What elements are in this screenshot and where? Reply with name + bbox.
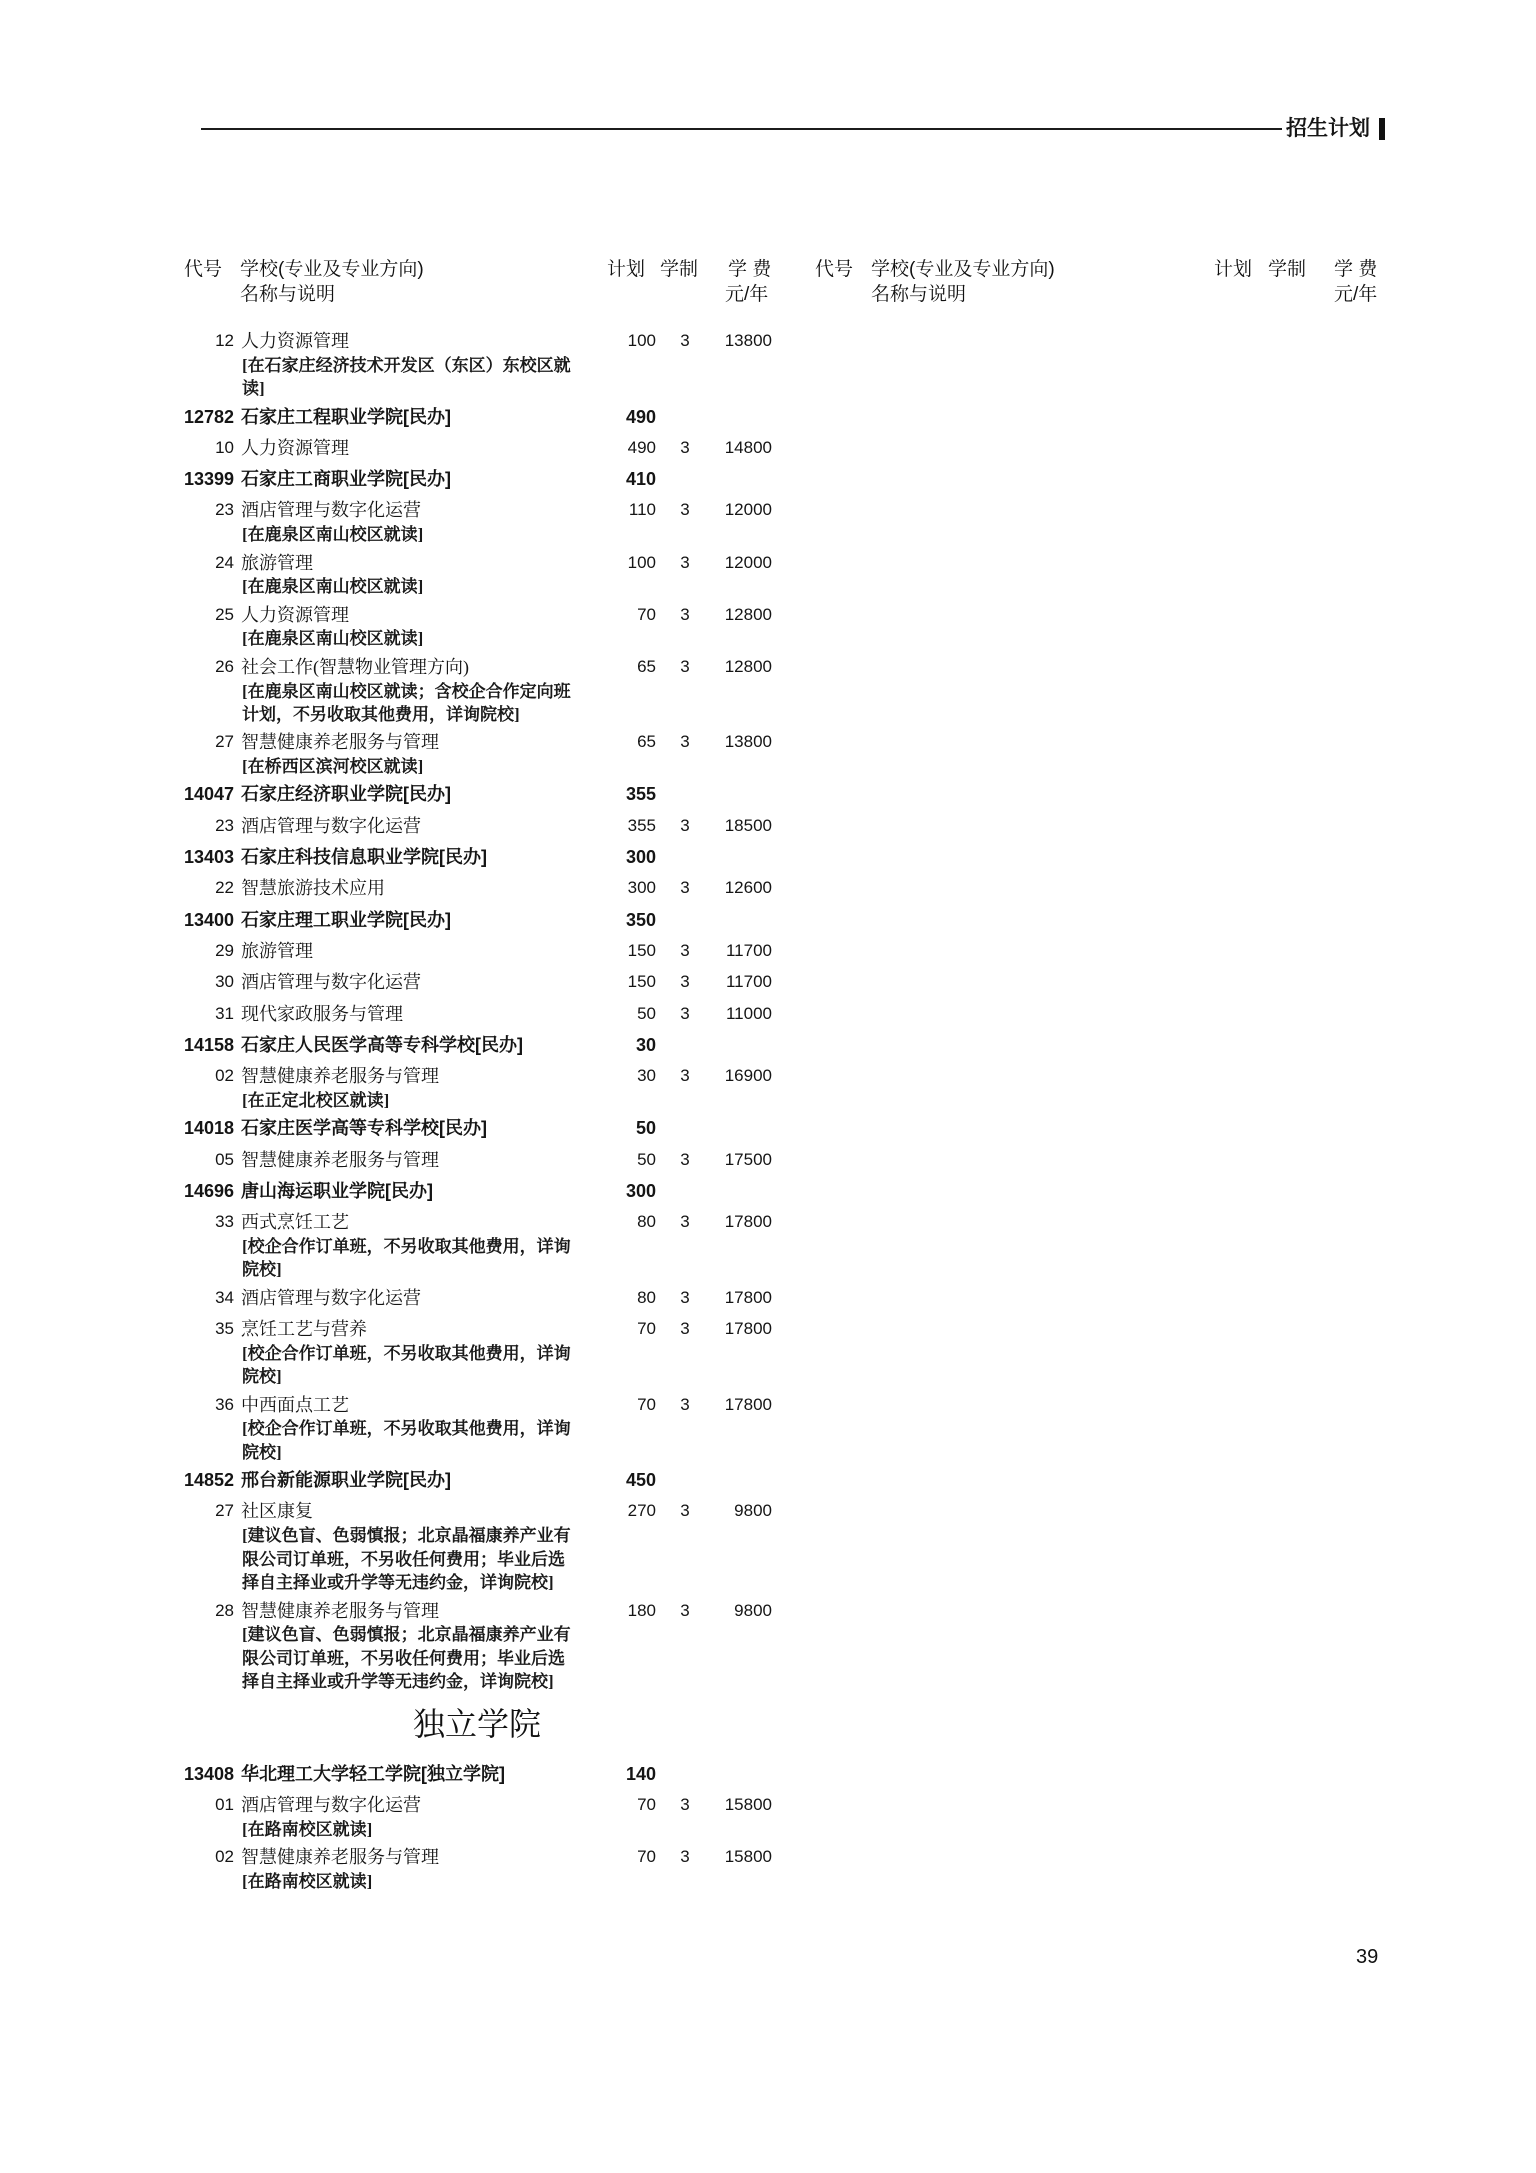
major-years: 3: [680, 1501, 690, 1521]
major-code: 31: [215, 1003, 234, 1023]
column-header-code: 代号: [184, 259, 223, 280]
major-note-line: [0, 1091, 954, 1111]
column-header-years: 学制: [1268, 259, 1307, 280]
major-row: [0, 1066, 954, 1086]
major-name: 智慧健康养老服务与管理: [241, 1847, 439, 1868]
major-code: 23: [215, 500, 234, 520]
major-note-line: [0, 379, 954, 399]
school-name: 石家庄工商职业学院[民办]: [241, 469, 451, 490]
major-note-text: 限公司订单班，不另收任何费用；毕业后选: [242, 1549, 565, 1569]
school-name: 唐山海运职业学院[民办]: [241, 1180, 433, 1201]
major-name: 旅游管理: [241, 940, 313, 961]
major-row: [0, 1501, 954, 1521]
school-name: 华北理工大学轻工学院[独立学院]: [241, 1763, 505, 1784]
major-plan: 100: [627, 552, 656, 572]
major-years: 3: [680, 732, 690, 752]
major-name: 酒店管理与数字化运营: [241, 1795, 421, 1816]
major-name: 智慧旅游技术应用: [241, 878, 385, 899]
major-note-text: 择自主择业或升学等无违约金，详询院校]: [242, 1672, 554, 1692]
major-code: 02: [215, 1066, 234, 1086]
school-code: 14852: [183, 1470, 234, 1491]
school-plan-total: 410: [625, 469, 656, 490]
major-note-text: 择自主择业或升学等无违约金，详询院校]: [242, 1573, 554, 1593]
major-code: 05: [215, 1149, 234, 1169]
major-fee: 17800: [724, 1319, 772, 1338]
column-header-name: 学校(专业及专业方向): [240, 259, 424, 280]
major-row: [0, 331, 954, 351]
school-code: 13399: [183, 469, 234, 490]
major-note-line: [0, 525, 954, 545]
major-code: 36: [215, 1394, 234, 1414]
category-heading: 独立学院: [412, 1705, 541, 1742]
major-note-line: [0, 1260, 954, 1280]
major-note-line: [0, 757, 954, 777]
major-years: 3: [680, 1287, 690, 1307]
major-fee: 13800: [724, 732, 772, 752]
major-plan: 65: [637, 732, 656, 752]
major-plan: 355: [627, 815, 656, 835]
major-row: [0, 553, 954, 573]
column-header-name: 学校(专业及专业方向): [871, 259, 1055, 280]
major-note-line: [0, 682, 954, 702]
school-plan-total: 355: [625, 784, 656, 805]
school-code: 14047: [183, 784, 234, 805]
major-fee: 12800: [724, 604, 772, 624]
school-name: 石家庄理工职业学院[民办]: [241, 909, 451, 930]
school-code: 14696: [183, 1180, 234, 1201]
major-fee: 12000: [724, 552, 772, 572]
major-note-text: [建议色盲、色弱慎报；北京晶福康养产业有: [242, 1526, 571, 1546]
major-plan: 70: [637, 1847, 656, 1867]
major-code: 35: [215, 1319, 234, 1338]
major-note-text: [在鹿泉区南山校区就读；含校企合作定向班: [242, 681, 571, 701]
major-note-text: 院校]: [242, 1367, 282, 1387]
column-header-code: 代号: [815, 259, 854, 280]
column-header-fee: 学 费: [728, 259, 772, 280]
major-plan: 70: [637, 604, 656, 624]
school-plan-total: 350: [625, 909, 656, 930]
major-name: 智慧健康养老服务与管理: [241, 1600, 439, 1621]
major-plan: 70: [637, 1795, 656, 1815]
major-row: [0, 1795, 954, 1815]
section-title-bar: [1379, 118, 1385, 140]
major-years: 3: [680, 972, 690, 992]
school-plan-total: 300: [625, 847, 656, 868]
major-name: 智慧健康养老服务与管理: [241, 732, 439, 753]
school-row: [0, 784, 954, 804]
major-row: [0, 1395, 954, 1415]
major-row: [0, 972, 954, 992]
major-code: 26: [215, 656, 234, 676]
column-header-fee-unit: 元/年: [725, 284, 769, 305]
major-years: 3: [680, 1847, 690, 1867]
major-note-line: [0, 1649, 954, 1669]
major-code: 30: [215, 972, 234, 992]
major-name: 西式烹饪工艺: [241, 1212, 349, 1233]
major-row: [0, 1004, 954, 1024]
major-row: [0, 941, 954, 961]
major-note-line: [0, 1672, 954, 1692]
major-note-text: 读]: [242, 379, 265, 399]
major-plan: 65: [637, 656, 656, 676]
major-fee: 18500: [724, 815, 772, 835]
column-header-years: 学制: [660, 259, 699, 280]
major-fee: 17800: [724, 1287, 772, 1307]
school-name: 石家庄医学高等专科学校[民办]: [241, 1118, 487, 1139]
major-plan: 150: [627, 940, 656, 960]
major-row: [0, 878, 954, 898]
major-row: [0, 816, 954, 836]
major-name: 酒店管理与数字化运营: [241, 815, 421, 836]
major-row: [0, 605, 954, 625]
major-years: 3: [680, 500, 690, 520]
major-code: 24: [215, 552, 234, 572]
major-row: [0, 1847, 954, 1867]
major-plan: 50: [637, 1003, 656, 1023]
major-years: 3: [680, 1394, 690, 1414]
school-code: 13403: [183, 847, 234, 868]
major-plan: 270: [627, 1501, 656, 1521]
major-years: 3: [680, 437, 690, 457]
major-years: 3: [680, 1066, 690, 1086]
major-code: 25: [215, 604, 234, 624]
major-code: 01: [215, 1795, 234, 1815]
major-note-text: [在鹿泉区南山校区就读]: [242, 525, 424, 545]
school-name: 邢台新能源职业学院[民办]: [241, 1470, 451, 1491]
school-plan-total: 140: [625, 1763, 656, 1784]
major-note-line: [0, 705, 954, 725]
major-fee: 15800: [724, 1795, 772, 1815]
major-row: [0, 1212, 954, 1232]
major-name: 社会工作(智慧物业管理方向): [241, 656, 469, 677]
school-row: [0, 469, 954, 489]
major-name: 现代家政服务与管理: [241, 1003, 403, 1024]
major-plan: 70: [637, 1394, 656, 1414]
header-rule: [201, 128, 1282, 130]
major-fee: 11700: [725, 972, 772, 992]
major-fee: 16900: [724, 1066, 772, 1086]
major-row: [0, 732, 954, 752]
major-note-line: [0, 1419, 954, 1439]
school-code: 13408: [183, 1763, 234, 1784]
school-code: 13400: [183, 909, 234, 930]
major-fee: 17800: [724, 1212, 772, 1232]
school-name: 石家庄人民医学高等专科学校[民办]: [241, 1034, 523, 1055]
major-years: 3: [680, 656, 690, 676]
school-row: [0, 1035, 954, 1055]
major-name: 智慧健康养老服务与管理: [241, 1149, 439, 1170]
major-years: 3: [680, 604, 690, 624]
major-row: [0, 657, 954, 677]
major-note-text: [在桥西区滨河校区就读]: [242, 757, 424, 777]
major-note-line: [0, 1820, 954, 1840]
enrollment-listing: [0, 331, 954, 1892]
major-fee: 9800: [734, 1501, 772, 1521]
major-note-text: [在石家庄经济技术开发区（东区）东校区就: [242, 355, 571, 375]
school-name: 石家庄科技信息职业学院[民办]: [241, 847, 487, 868]
major-name: 人力资源管理: [241, 331, 349, 351]
major-note-line: [0, 1344, 954, 1364]
major-years: 3: [680, 1149, 690, 1169]
column-header-plan: 计划: [607, 259, 646, 280]
major-note-line: [0, 1872, 954, 1892]
major-years: 3: [680, 1003, 690, 1023]
column-header-name-sub: 名称与说明: [240, 284, 336, 305]
major-note-text: [建议色盲、色弱慎报；北京晶福康养产业有: [242, 1625, 571, 1645]
major-code: 02: [215, 1847, 234, 1867]
section-title: 招生计划: [1286, 117, 1370, 140]
major-years: 3: [680, 1600, 690, 1620]
school-row: [0, 1181, 954, 1201]
major-code: 28: [215, 1600, 234, 1620]
major-row: [0, 1150, 954, 1170]
school-row: [0, 847, 954, 867]
major-fee: 15800: [724, 1847, 772, 1867]
major-note-text: [校企合作订单班，不另收取其他费用，详询: [242, 1236, 571, 1256]
major-note-line: [0, 1625, 954, 1645]
major-note-line: [0, 1237, 954, 1257]
school-name: 石家庄工程职业学院[民办]: [241, 406, 451, 427]
major-fee: 13800: [724, 331, 772, 350]
major-code: 27: [215, 732, 234, 752]
major-fee: 12600: [724, 878, 772, 898]
major-plan: 80: [637, 1287, 656, 1307]
major-fee: 14800: [724, 437, 772, 457]
major-name: 酒店管理与数字化运营: [241, 1287, 421, 1308]
major-plan: 70: [637, 1319, 656, 1338]
column-header-plan: 计划: [1214, 259, 1253, 280]
major-code: 33: [215, 1212, 234, 1232]
major-code: 10: [215, 437, 234, 457]
major-plan: 110: [628, 500, 656, 520]
school-code: 12782: [183, 406, 234, 427]
major-plan: 80: [637, 1212, 656, 1232]
major-years: 3: [680, 940, 690, 960]
major-fee: 9800: [734, 1600, 772, 1620]
major-plan: 300: [627, 878, 656, 898]
column-header-fee: 学 费: [1334, 259, 1378, 280]
school-row: [0, 1470, 954, 1490]
major-note-text: 限公司订单班，不另收任何费用；毕业后选: [242, 1648, 565, 1668]
major-fee: 17500: [724, 1149, 772, 1169]
major-plan: 490: [627, 437, 656, 457]
major-note-text: 院校]: [242, 1260, 282, 1280]
major-note-line: [0, 1443, 954, 1463]
major-note-text: [在路南校区就读]: [242, 1872, 373, 1892]
major-code: 27: [215, 1501, 234, 1521]
major-name: 酒店管理与数字化运营: [241, 500, 421, 521]
school-row: [0, 1118, 954, 1138]
major-note-text: 院校]: [242, 1442, 282, 1462]
major-name: 旅游管理: [241, 552, 313, 573]
school-row: [0, 407, 954, 427]
school-row: [0, 910, 954, 930]
major-note-text: [在正定北校区就读]: [242, 1090, 390, 1110]
major-name: 酒店管理与数字化运营: [241, 972, 421, 993]
major-plan: 180: [627, 1600, 656, 1620]
school-plan-total: 300: [625, 1180, 656, 1201]
major-fee: 12000: [724, 500, 772, 520]
major-name: 人力资源管理: [241, 437, 349, 458]
school-row: [0, 1764, 954, 1784]
major-note-text: [校企合作订单班，不另收取其他费用，详询: [242, 1343, 571, 1363]
major-name: 社区康复: [241, 1501, 313, 1522]
major-note-text: [在鹿泉区南山校区就读]: [242, 629, 424, 649]
major-years: 3: [680, 331, 690, 350]
page-number: 39: [1356, 1946, 1379, 1968]
school-plan-total: 450: [625, 1470, 656, 1491]
major-name: 智慧健康养老服务与管理: [241, 1066, 439, 1087]
major-code: 34: [215, 1287, 234, 1307]
school-plan-total: 490: [625, 406, 656, 427]
major-fee: 12800: [724, 656, 772, 676]
major-name: 人力资源管理: [241, 604, 349, 625]
major-fee: 11700: [725, 940, 772, 960]
major-years: 3: [680, 1795, 690, 1815]
major-note-text: 计划，不另收取其他费用，详询院校]: [242, 705, 520, 725]
major-plan: 50: [637, 1149, 656, 1169]
major-note-line: [0, 577, 954, 597]
column-header-name-sub: 名称与说明: [871, 284, 967, 305]
major-name: 烹饪工艺与营养: [241, 1319, 367, 1339]
major-note-line: [0, 1550, 954, 1570]
major-years: 3: [680, 552, 690, 572]
major-row: [0, 500, 954, 520]
major-plan: 150: [627, 972, 656, 992]
school-code: 14018: [183, 1118, 234, 1139]
major-years: 3: [680, 815, 690, 835]
school-name: 石家庄经济职业学院[民办]: [241, 784, 451, 805]
major-plan: 100: [627, 331, 656, 350]
major-fee: 17800: [724, 1394, 772, 1414]
major-fee: 11000: [725, 1003, 772, 1023]
major-note-text: [在鹿泉区南山校区就读]: [242, 577, 424, 597]
school-plan-total: 50: [635, 1118, 656, 1139]
major-note-text: [在路南校区就读]: [242, 1819, 373, 1839]
major-years: 3: [680, 1319, 690, 1338]
major-note-line: [0, 1573, 954, 1593]
major-code: 22: [215, 878, 234, 898]
major-code: 23: [215, 815, 234, 835]
major-note-line: [0, 1526, 954, 1546]
school-plan-total: 30: [635, 1034, 656, 1055]
major-row: [0, 438, 954, 458]
major-years: 3: [680, 878, 690, 898]
major-plan: 30: [637, 1066, 656, 1086]
major-years: 3: [680, 1212, 690, 1232]
major-row: [0, 1601, 954, 1621]
major-note-line: [0, 1367, 954, 1387]
major-note-line: [0, 356, 954, 376]
major-row: [0, 1288, 954, 1308]
major-name: 中西面点工艺: [241, 1394, 349, 1415]
school-code: 14158: [183, 1034, 234, 1055]
major-code: 29: [215, 940, 234, 960]
major-note-line: [0, 629, 954, 649]
major-code: 12: [215, 331, 234, 350]
column-header-fee-unit: 元/年: [1334, 284, 1378, 305]
major-row: [0, 1319, 954, 1339]
major-note-text: [校企合作订单班，不另收取其他费用，详询: [242, 1419, 571, 1439]
